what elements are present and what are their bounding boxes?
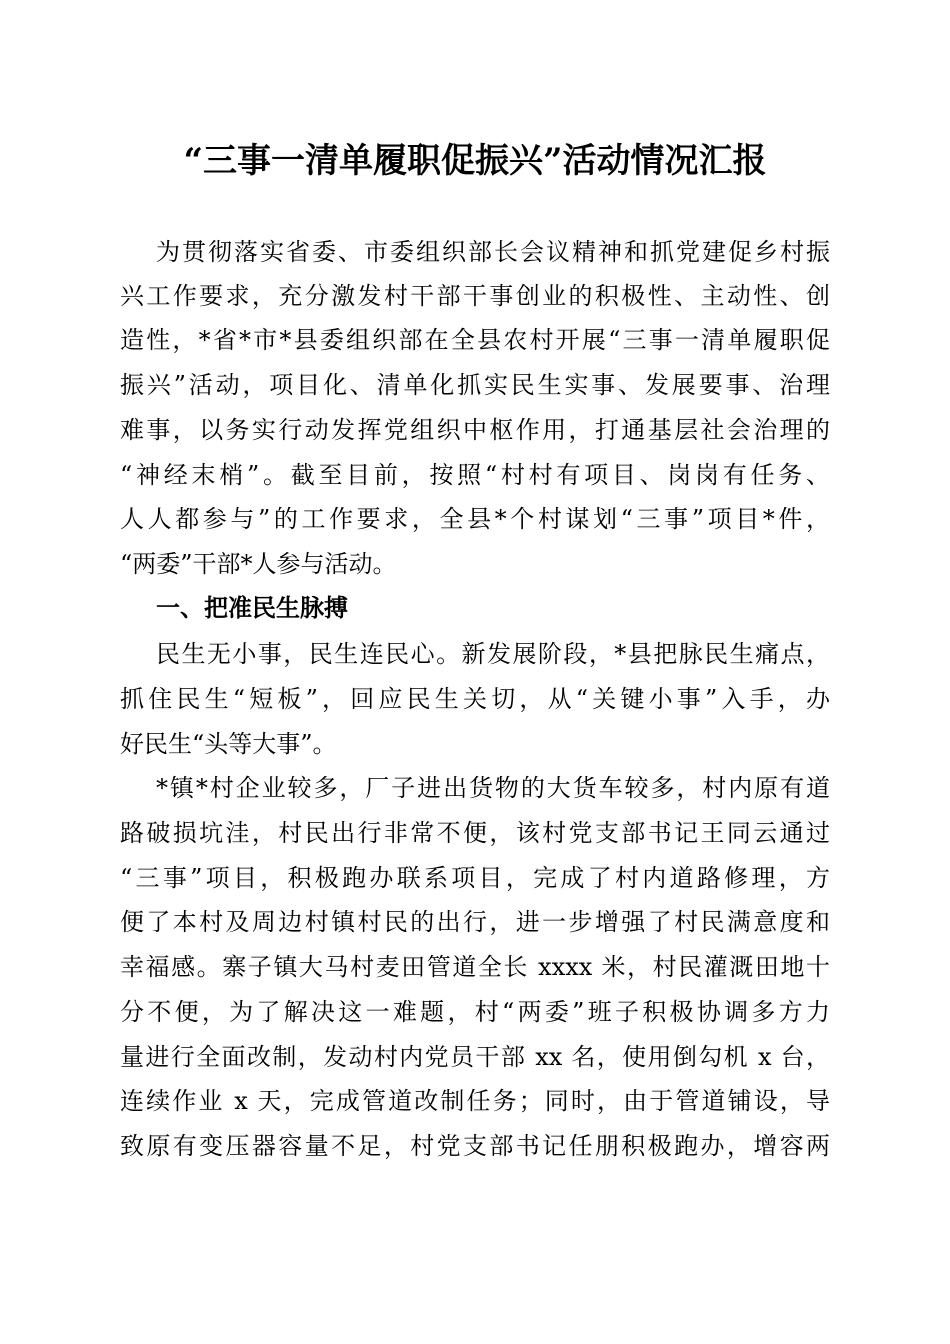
paragraph-line: 量进行全面改制，发动村内党员干部 xx 名，使用倒勾机 x 台， bbox=[120, 1043, 830, 1071]
intro-line: 难事，以务实行动发挥党组织中枢作用，打通基层社会治理的 bbox=[120, 416, 830, 444]
intro-line: 人人都参与”的工作要求，全县*个村谋划“三事”项目*件， bbox=[120, 505, 830, 533]
paragraph-line: “三事”项目，积极跑办联系项目，完成了村内道路修理，方 bbox=[120, 864, 830, 892]
intro-line: 为贯彻落实省委、市委组织部长会议精神和抓党建促乡村振 bbox=[156, 238, 830, 266]
section-heading: 一、把准民生脉搏 bbox=[156, 594, 348, 622]
intro-line: 振兴”活动，项目化、清单化抓实民生实事、发展要事、治理 bbox=[120, 371, 830, 399]
intro-line: 兴工作要求，充分激发村干部干事创业的积极性、主动性、创 bbox=[120, 282, 830, 310]
paragraph-line: 分不便，为了解决这一难题，村“两委”班子积极协调多方力 bbox=[120, 998, 830, 1026]
paragraph-line: 连续作业 x 天，完成管道改制任务；同时，由于管道铺设，导 bbox=[120, 1087, 830, 1115]
paragraph-line: 路破损坑洼，村民出行非常不便，该村党支部书记王同云通过 bbox=[120, 819, 830, 847]
paragraph-line: *镇*村企业较多，厂子进出货物的大货车较多，村内原有道 bbox=[156, 774, 830, 802]
paragraph-line: 民生无小事，民生连民心。新发展阶段，*县把脉民生痛点， bbox=[156, 640, 830, 668]
document-title: “三事一清单履职促振兴”活动情况汇报 bbox=[183, 141, 767, 181]
intro-line: “两委”干部*人参与活动。 bbox=[120, 550, 397, 578]
intro-line: “神经末梢”。截至目前，按照“村村有项目、岗岗有任务、 bbox=[120, 461, 830, 489]
paragraph-line: 好民生“头等大事”。 bbox=[120, 730, 337, 758]
paragraph-line: 幸福感。寨子镇大马村麦田管道全长 xxxx 米，村民灌溉田地十 bbox=[120, 953, 830, 981]
paragraph-line: 抓住民生“短板”，回应民生关切，从“关键小事”入手，办 bbox=[120, 685, 830, 713]
paragraph-line: 便了本村及周边村镇村民的出行，进一步增强了村民满意度和 bbox=[120, 908, 830, 936]
paragraph-line: 致原有变压器容量不足，村党支部书记任朋积极跑办，增容两 bbox=[120, 1132, 830, 1160]
intro-line: 造性，*省*市*县委组织部在全县农村开展“三事一清单履职促 bbox=[120, 326, 830, 354]
